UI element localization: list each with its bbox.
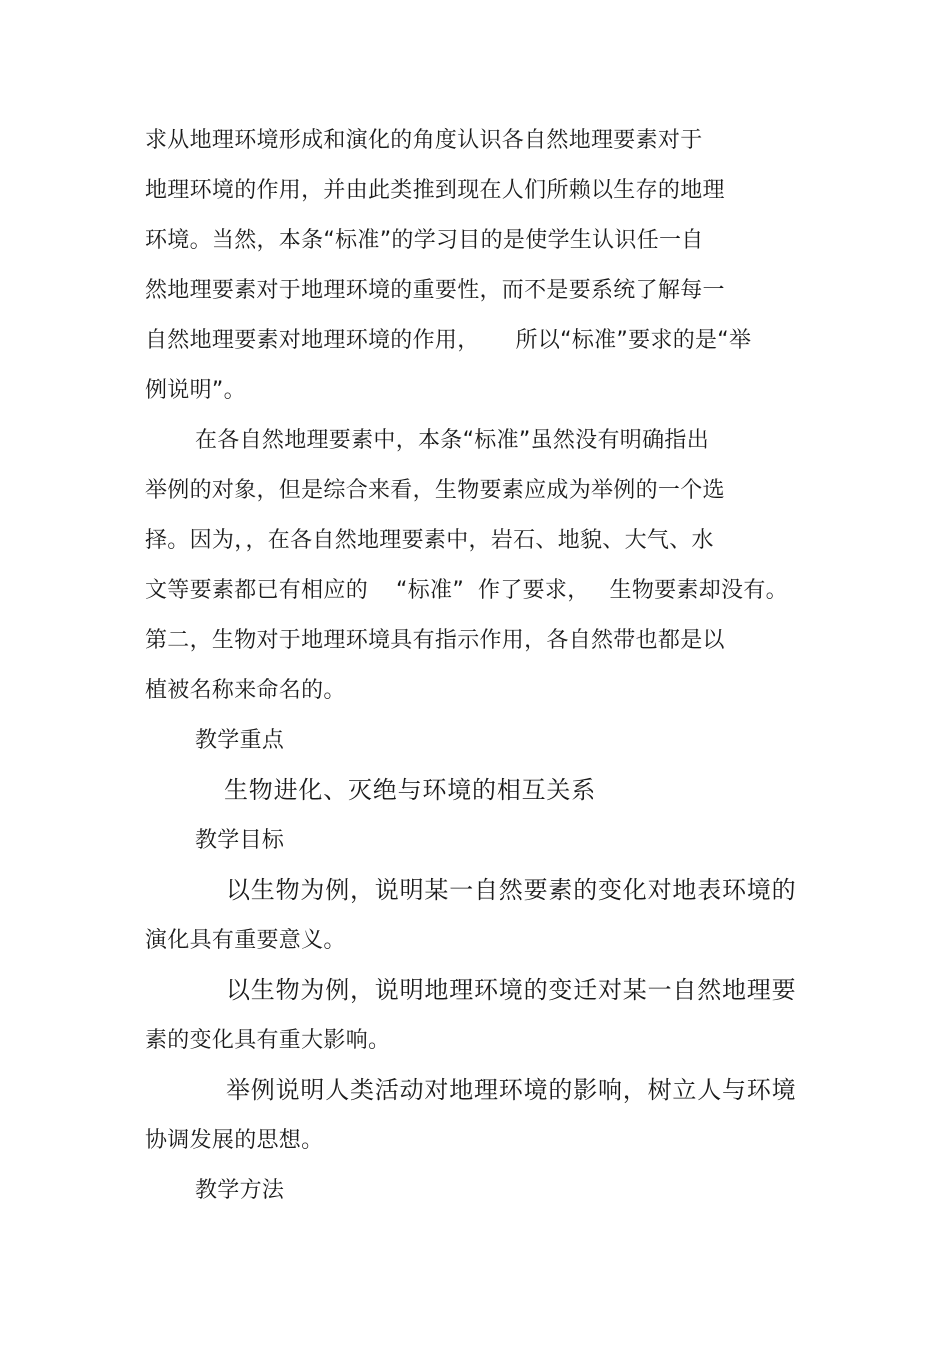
teaching-goal-3-line-2: 协调发展的思想。	[145, 1128, 324, 1153]
paragraph-2-line-4	[145, 576, 788, 606]
paragraph-2-line-4-part-1: 文等要素都已有相应的	[145, 578, 369, 603]
teaching-goals-heading: 教学目标	[195, 828, 285, 853]
paragraph-2-line-1: 在各自然地理要素中，本条“标准”虽然没有明确指出	[195, 428, 709, 453]
paragraph-1-line-3: 环境。当然，本条“标准”的学习目的是使学生认识任一自	[145, 228, 704, 253]
paragraph-2-line-5: 第二，生物对于地理环境具有指示作用，各自然带也都是以	[145, 628, 725, 653]
paragraph-2-line-3: 择。因为，，在各自然地理要素中，岩石、地貌、大气、水	[145, 528, 714, 553]
teaching-focus-heading: 教学重点	[195, 728, 285, 753]
teaching-focus-content: 生物进化、灭绝与环境的相互关系	[224, 776, 596, 804]
paragraph-2-line-2: 举例的对象，但是综合来看，生物要素应成为举例的一个选	[145, 478, 725, 503]
paragraph-1-line-1: 求从地理环境形成和演化的角度认识各自然地理要素对于	[145, 128, 703, 153]
teaching-goal-3-line-1: 举例说明人类活动对地理环境的影响，树立人与环境	[226, 1076, 797, 1104]
paragraph-1-line-4: 然地理要素对于地理环境的重要性，而不是要系统了解每一	[145, 278, 725, 303]
paragraph-2-line-4-part-3: 作了要求，	[478, 578, 590, 603]
teaching-goal-1-line-1: 以生物为例，说明某一自然要素的变化对地表环境的	[226, 876, 797, 904]
paragraph-2-line-4-part-2: “标准”	[396, 578, 465, 603]
teaching-method-heading: 教学方法	[195, 1178, 285, 1203]
paragraph-2-line-4-part-4: 生物要素却没有。	[609, 578, 788, 603]
paragraph-1-line-6: 例说明”。	[145, 378, 246, 403]
teaching-goal-2-line-1: 以生物为例，说明地理环境的变迁对某一自然地理要	[226, 976, 797, 1004]
teaching-goal-2-line-2: 素的变化具有重大影响。	[145, 1028, 391, 1053]
paragraph-2-line-6: 植被名称来命名的。	[145, 678, 346, 703]
teaching-goal-1-line-2: 演化具有重要意义。	[145, 928, 346, 953]
paragraph-1-line-5	[145, 326, 751, 356]
paragraph-1-line-5-part-2: 所以“标准”要求的是“举	[515, 328, 752, 353]
paragraph-1-line-5-part-1: 自然地理要素对地理环境的作用，	[145, 328, 480, 353]
paragraph-1-line-2: 地理环境的作用，并由此类推到现在人们所赖以生存的地理	[145, 178, 725, 203]
